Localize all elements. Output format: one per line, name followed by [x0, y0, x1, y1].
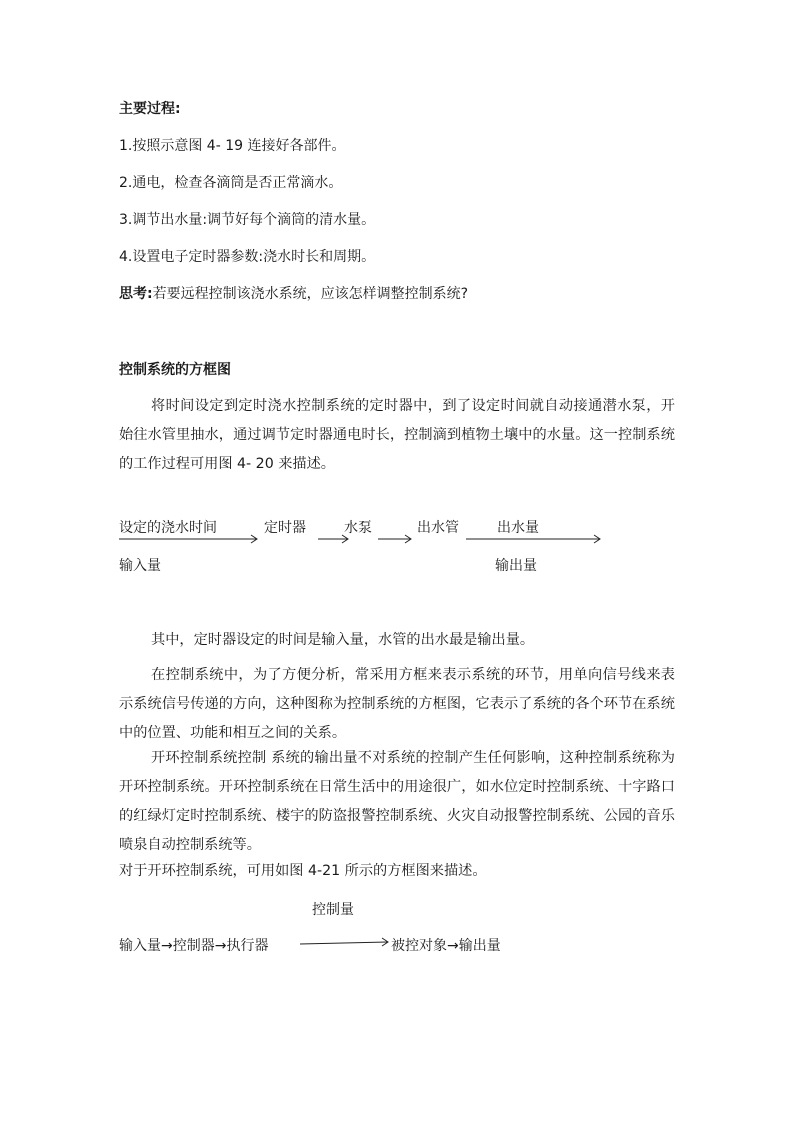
process-step-1: 1.按照示意图 4- 19 连接好各部件。	[119, 138, 346, 154]
diagram1-item-timer: 定时器	[264, 520, 306, 536]
diagram1-item-pipe: 出水管	[417, 520, 459, 536]
process-heading: 主要过程:	[119, 101, 181, 117]
diagram1-input-label: 输入量	[119, 558, 161, 574]
diagram2-control-label: 控制量	[312, 902, 354, 918]
think-text: 若要远程控制该浇水系统，应该怎样调整控制系统?	[152, 286, 469, 302]
think-label: 思考:	[119, 286, 153, 302]
diagram2-left-chain: 输入量→控制器→执行器	[119, 938, 269, 954]
process-step-2: 2.通电，检查各滴筒是否正常滴水。	[119, 175, 343, 191]
paragraph-io: 其中，定时器设定的时间是输入量，水管的出水最是输出量。	[151, 632, 535, 648]
diagram1-item-output: 出水量	[497, 520, 539, 536]
section-heading: 控制系统的方框图	[119, 362, 231, 378]
paragraph-open-loop-diagram-intro: 对于开环控制系统，可用如图 4-21 所示的方框图来描述。	[119, 863, 487, 879]
process-step-4: 4.设置电子定时器参数:浇水时长和周期。	[119, 249, 376, 265]
paragraph-block-diagram: 在控制系统中，为了方便分析，常采用方框来表示系统的环节，用单向信号线来表示系统信号传递的方向，这种图称为控制系统的方框图，它表示了系统的各个环节在系统中的位置、功能和相互之间的关系。	[119, 667, 675, 741]
diagram2-right-chain: 被控对象→输出量	[391, 938, 501, 954]
paragraph-intro: 将时间设定到定时浇水控制系统的定时器中，到了设定时间就自动接通潜水泵，开始往水管里抽水，通过调节定时器通电时长，控制滴到植物土壤中的水量。这一控制系统的工作过程可用图 4- 20 来描述。	[119, 398, 675, 472]
diagram1-item-pump: 水泵	[344, 520, 372, 536]
diagram1-item-set-time: 设定的浇水时间	[119, 520, 217, 536]
process-step-3: 3.调节出水量:调节好每个滴筒的清水量。	[119, 212, 376, 228]
arrow-line-control	[300, 942, 388, 944]
paragraph-open-loop: 开环控制系统控制 系统的输出量不对系统的控制产生任何影响，这种控制系统称为开环控制系统。开环控制系统在日常生活中的用途很广，如水位定时控制系统、十字路口的红绿灯定时控制系统、楼宇的防盗报警控制系统、火灾自动报警控制系统、公园的音乐喷泉自动控制系统等。	[119, 750, 675, 853]
diagram1-output-label: 输出量	[495, 558, 537, 574]
